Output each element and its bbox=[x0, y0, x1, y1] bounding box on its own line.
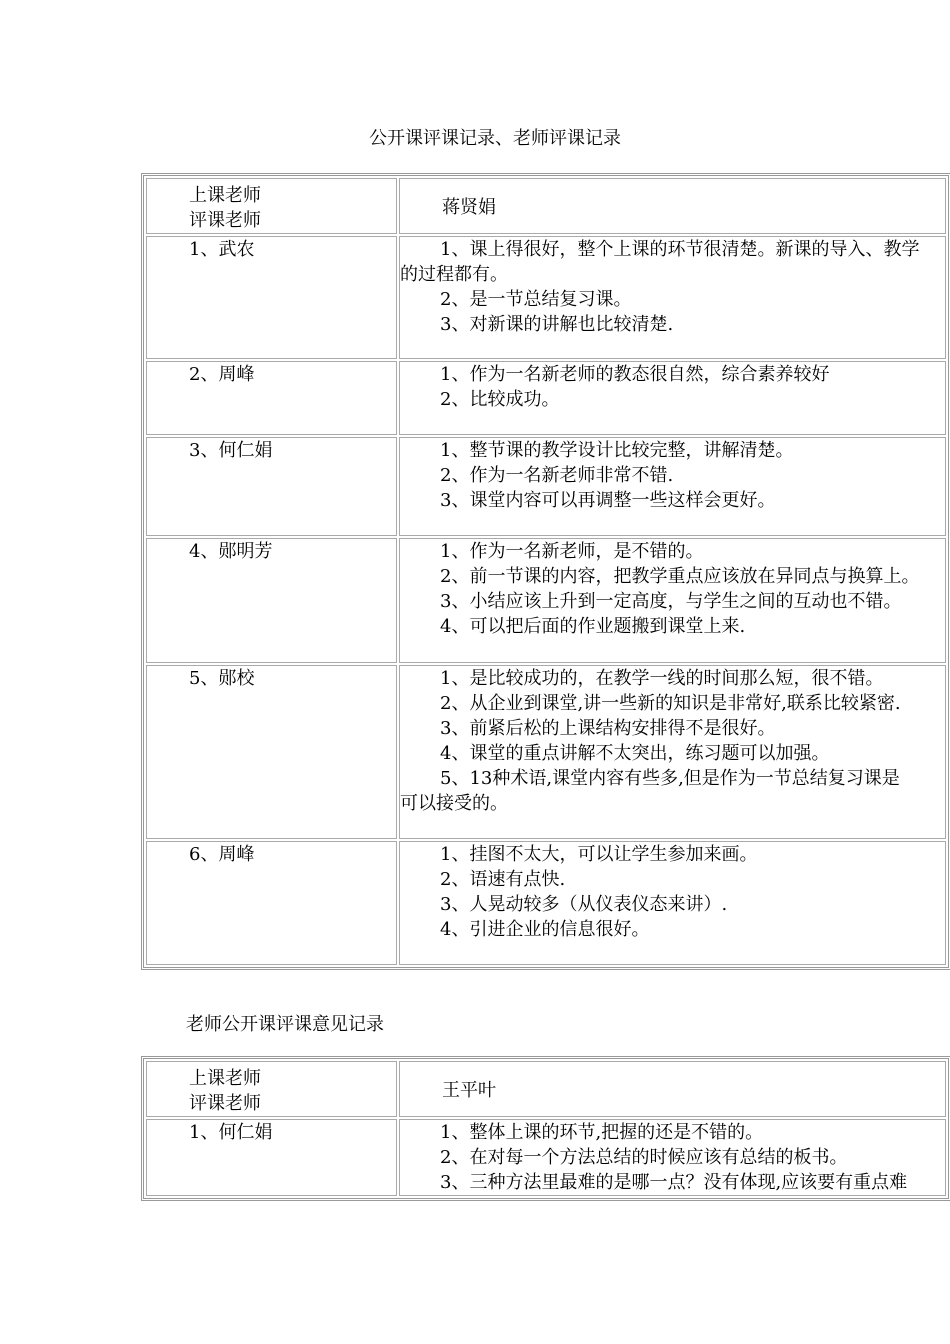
comment-line: 2、从企业到课堂,讲一些新的知识是非常好,联系比较紧密. bbox=[440, 693, 901, 714]
reviewer-name: 6、周峰 bbox=[146, 841, 397, 965]
section-subtitle: 老师公开课评课意见记录 bbox=[186, 1014, 384, 1035]
comment-cell bbox=[399, 437, 946, 536]
comment-line: 2、语速有点快. bbox=[440, 869, 566, 890]
comment-line: 1、挂图不太大，可以让学生参加来画。 bbox=[440, 844, 758, 865]
table-header-row bbox=[146, 178, 946, 234]
teacher-name: 蒋贤娟 bbox=[399, 178, 946, 234]
review-table-2 bbox=[141, 1056, 950, 1201]
comment-line: 2、在对每一个方法总结的时候应该有总结的板书。 bbox=[440, 1147, 848, 1168]
comment-line: 3、三种方法里最难的是哪一点？没有体现,应该要有重点难 bbox=[440, 1172, 908, 1193]
comment-line: 1、整体上课的环节,把握的还是不错的。 bbox=[440, 1122, 764, 1143]
table-row bbox=[146, 236, 946, 359]
table-row bbox=[146, 841, 946, 965]
comment-line: 5、13种术语,课堂内容有些多,但是作为一节总结复习课是 bbox=[440, 768, 900, 789]
table-header-row bbox=[146, 1061, 946, 1117]
comment-line: 3、前紧后松的上课结构安排得不是很好。 bbox=[440, 718, 776, 739]
comment-line: 的过程都有。 bbox=[400, 264, 508, 285]
teaching-teacher-label: 上课老师 bbox=[189, 1068, 261, 1089]
comment-line: 1、作为一名新老师，是不错的。 bbox=[440, 541, 704, 562]
comment-line: 2、比较成功。 bbox=[440, 389, 560, 410]
comment-line: 1、作为一名新老师的教态很自然，综合素养较好 bbox=[440, 364, 830, 385]
comment-line: 3、对新课的讲解也比较清楚. bbox=[440, 314, 674, 335]
reviewer-name: 1、何仁娟 bbox=[146, 1119, 397, 1196]
comment-cell bbox=[399, 841, 946, 965]
reviewer-label: 评课老师 bbox=[189, 210, 261, 231]
reviewer-name: 4、郧明芳 bbox=[146, 538, 397, 663]
comment-line: 1、是比较成功的，在教学一线的时间那么短，很不错。 bbox=[440, 668, 884, 689]
comment-cell bbox=[399, 236, 946, 359]
header-labels bbox=[146, 178, 397, 234]
reviewer-name: 2、周峰 bbox=[146, 361, 397, 435]
comment-line: 4、可以把后面的作业题搬到课堂上来. bbox=[440, 616, 746, 637]
comment-line: 可以接受的。 bbox=[400, 793, 508, 814]
table-row bbox=[146, 665, 946, 839]
table-row bbox=[146, 538, 946, 663]
comment-cell bbox=[399, 538, 946, 663]
reviewer-name: 5、郧校 bbox=[146, 665, 397, 839]
reviewer-name: 1、武农 bbox=[146, 236, 397, 359]
reviewer-name: 3、何仁娟 bbox=[146, 437, 397, 536]
comment-line: 2、是一节总结复习课。 bbox=[440, 289, 632, 310]
header-labels bbox=[146, 1061, 397, 1117]
teacher-name: 王平叶 bbox=[399, 1061, 946, 1117]
comment-cell bbox=[399, 1119, 946, 1196]
teaching-teacher-label: 上课老师 bbox=[189, 185, 261, 206]
comment-cell bbox=[399, 665, 946, 839]
comment-line: 2、作为一名新老师非常不错. bbox=[440, 465, 674, 486]
comment-line: 1、课上得很好，整个上课的环节很清楚。新课的导入、教学 bbox=[440, 239, 920, 260]
comment-line: 4、引进企业的信息很好。 bbox=[440, 919, 650, 940]
comment-line: 2、前一节课的内容，把教学重点应该放在异同点与换算上。 bbox=[440, 566, 920, 587]
comment-line: 4、课堂的重点讲解不太突出，练习题可以加强。 bbox=[440, 743, 830, 764]
comment-line: 3、人晃动较多（从仪表仪态来讲）. bbox=[440, 894, 728, 915]
comment-line: 3、小结应该上升到一定高度，与学生之间的互动也不错。 bbox=[440, 591, 902, 612]
comment-cell bbox=[399, 361, 946, 435]
review-table-1 bbox=[141, 173, 950, 970]
table-row bbox=[146, 1119, 946, 1196]
page-title: 公开课评课记录、老师评课记录 bbox=[369, 128, 621, 149]
comment-line: 1、整节课的教学设计比较完整，讲解清楚。 bbox=[440, 440, 794, 461]
table-row bbox=[146, 361, 946, 435]
reviewer-label: 评课老师 bbox=[189, 1093, 261, 1114]
comment-line: 3、课堂内容可以再调整一些这样会更好。 bbox=[440, 490, 776, 511]
table-row bbox=[146, 437, 946, 536]
